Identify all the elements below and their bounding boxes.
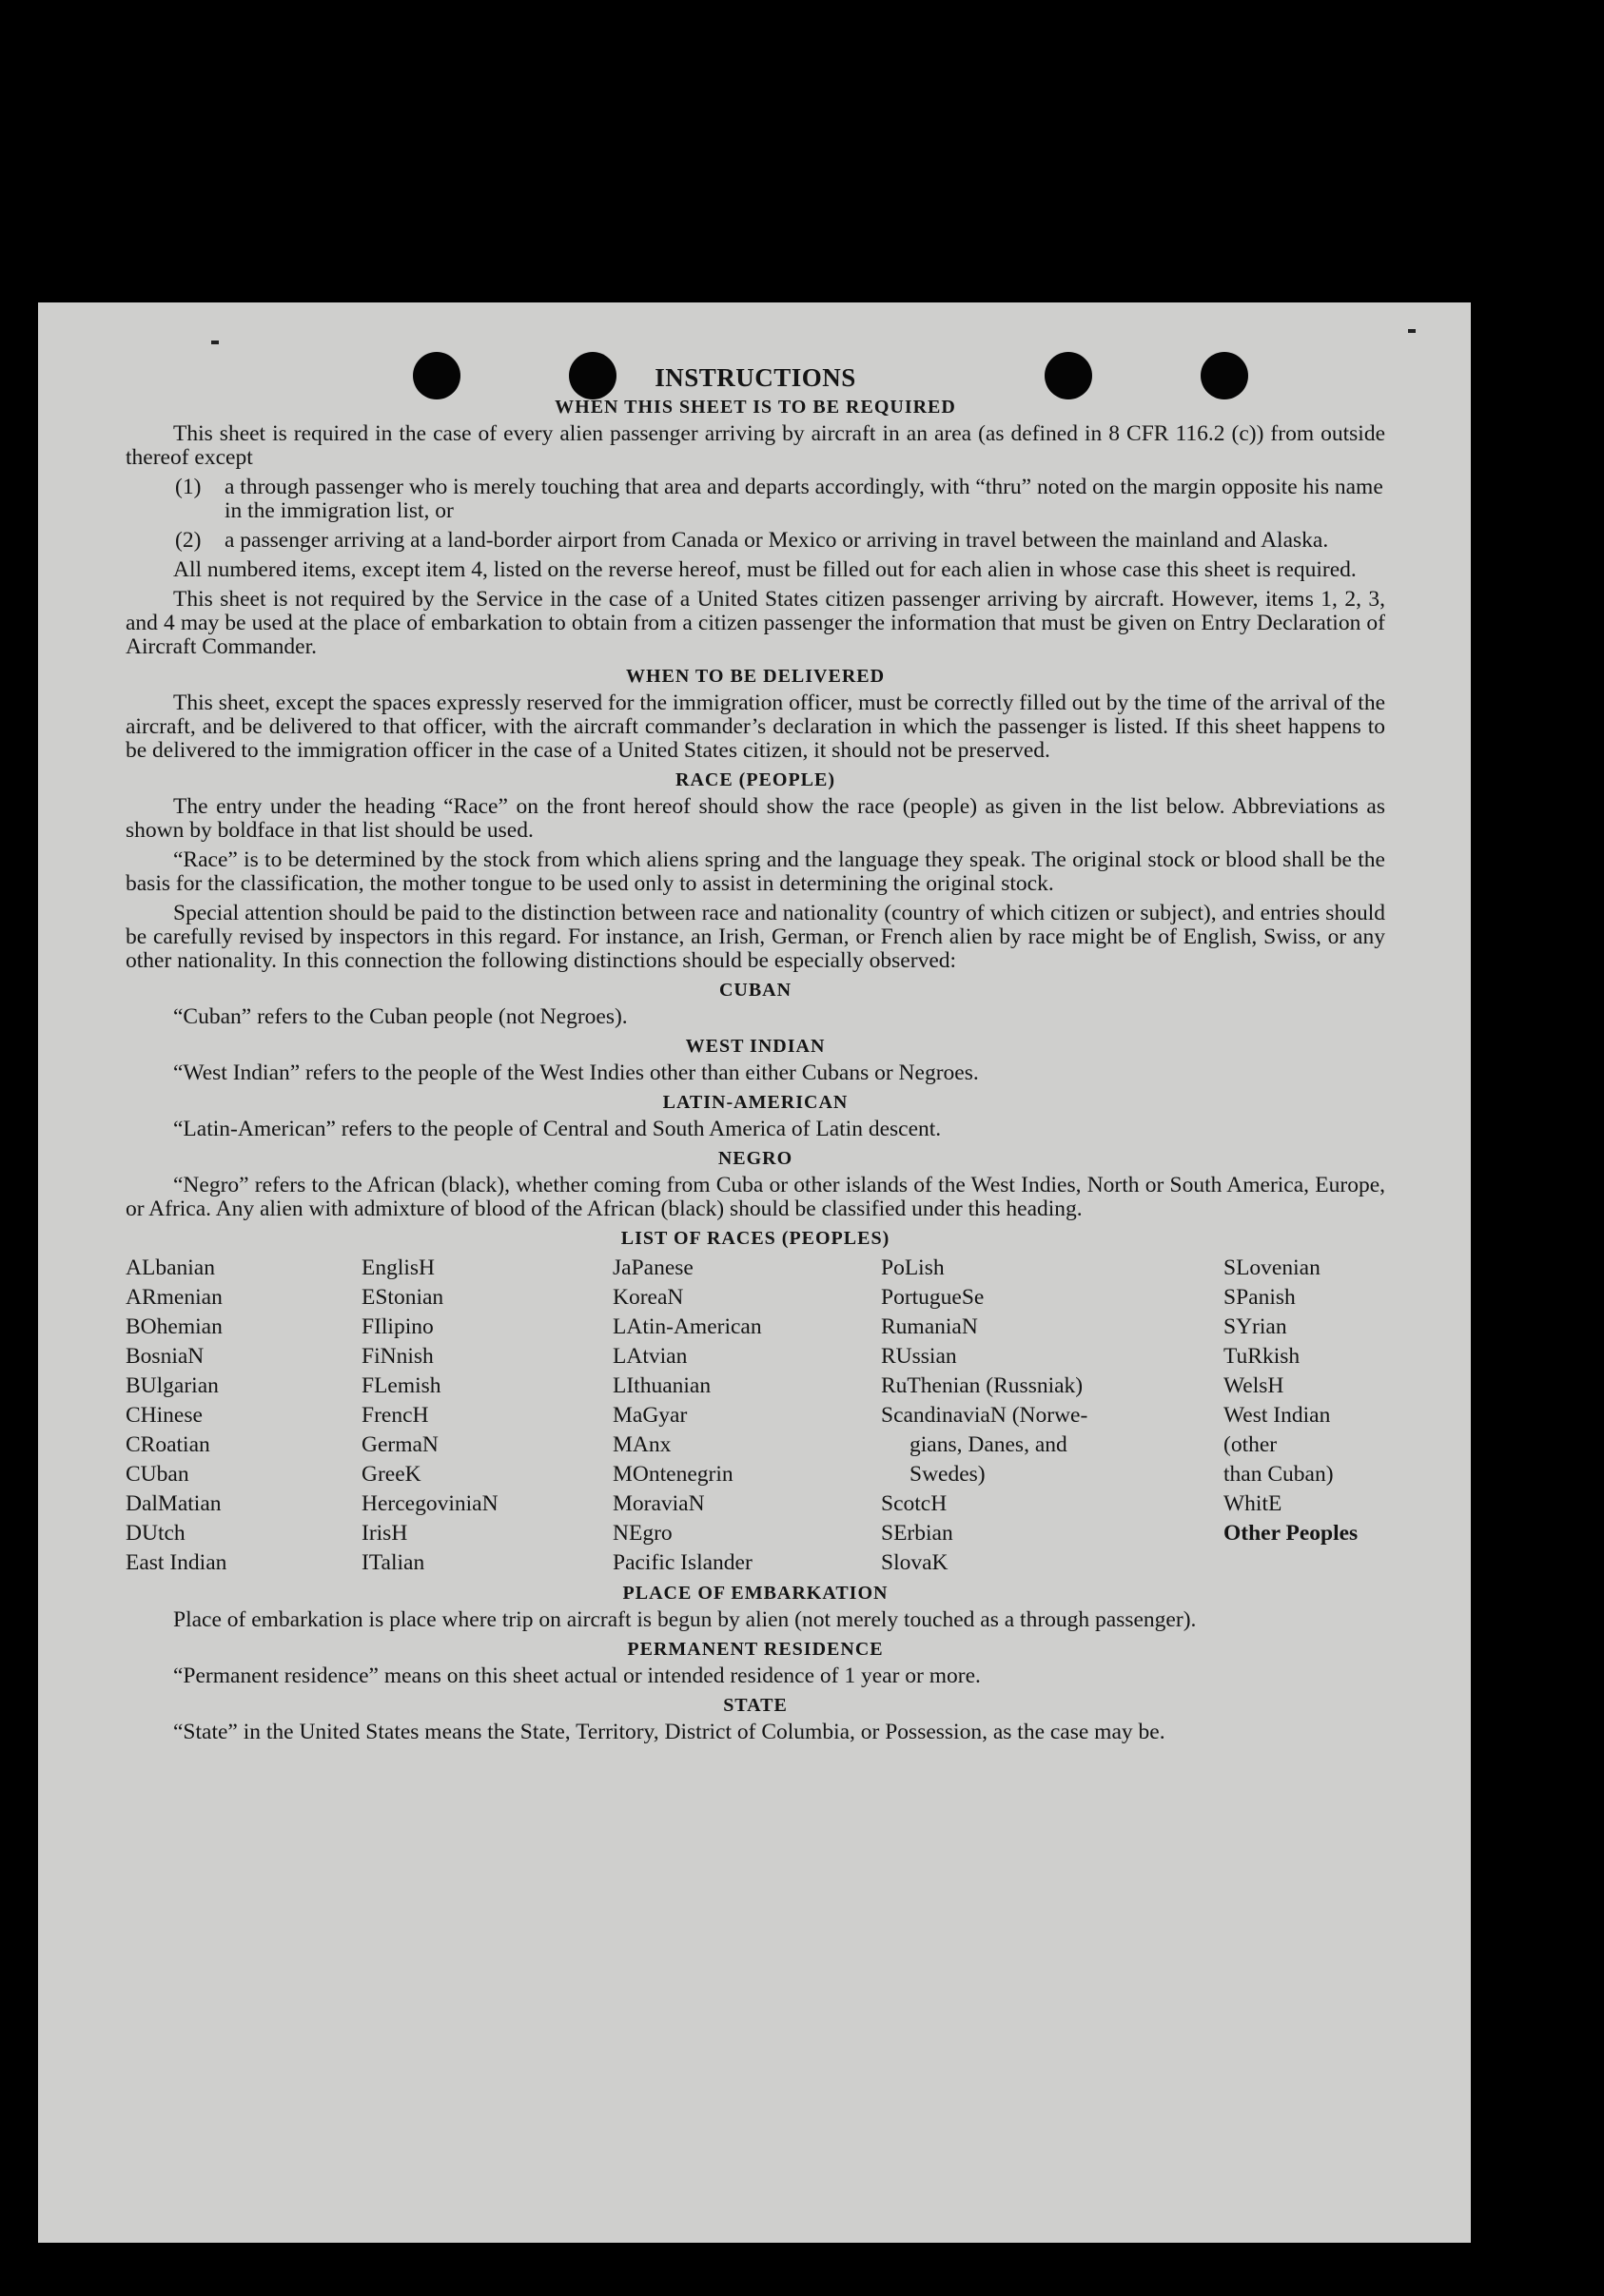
- paragraph: This sheet, except the spaces expressly reserved for the immigration officer, must be correctly filled out by the time of the arrival of the aircraft, and be delivered to that officer, with the aircraft commander’s declaration in which the passenger is listed. If this sheet happens to be delivered to the immigration officer in the case of a United States citizen, it should not be preserved.: [126, 691, 1385, 763]
- races-column-3: [613, 1254, 881, 1578]
- section-heading-race: RACE (PEOPLE): [675, 769, 835, 790]
- race-entry: CRoatian: [126, 1432, 210, 1457]
- race-entry: WelsH: [1223, 1373, 1284, 1398]
- race-entry: CHinese: [126, 1403, 203, 1428]
- instructions-content: [126, 363, 1385, 1750]
- race-entry: BOhemian: [126, 1314, 223, 1339]
- races-list: [126, 1254, 1385, 1578]
- race-entry: MaGyar: [613, 1403, 688, 1428]
- race-entry: DalMatian: [126, 1491, 222, 1516]
- section-heading-west-indian: WEST INDIAN: [685, 1036, 826, 1057]
- race-entry: SPanish: [1223, 1285, 1296, 1310]
- instruction-sheet: [38, 302, 1471, 2243]
- item-text: a through passenger who is merely touching that area and departs accordingly, with “thru” noted on the margin opposite his name in the immigration list, or: [225, 475, 1383, 523]
- list-item: [126, 476, 1385, 523]
- race-entry: Pacific Islander: [613, 1550, 753, 1575]
- section-heading-embarkation: PLACE OF EMBARKATION: [622, 1583, 889, 1604]
- paragraph: “Negro” refers to the African (black), whether coming from Cuba or other islands of the West Indies, North or South America, Europe, or Africa. Any alien with admixture of blood of the African (black) should be classified under this heading.: [126, 1173, 1385, 1221]
- race-entry: SlovaK: [881, 1550, 949, 1575]
- paragraph: This sheet is required in the case of every alien passenger arriving by aircraft in an area (as defined in 8 CFR 116.2 (c)) from outside thereof except: [126, 421, 1385, 470]
- race-entry: FLemish: [362, 1373, 441, 1398]
- list-item: [126, 529, 1385, 553]
- race-entry: FIlipino: [362, 1314, 434, 1339]
- item-number: (2): [175, 528, 202, 553]
- race-entry: EnglisH: [362, 1255, 436, 1280]
- race-entry: LAtvian: [613, 1344, 688, 1369]
- paragraph: “Race” is to be determined by the stock from which aliens spring and the language they speak. The original stock or blood shall be the basis for the classification, the mother tongue to be used only to assist in determining the original stock.: [126, 847, 1385, 896]
- race-entry: ITalian: [362, 1550, 425, 1575]
- race-entry: BUlgarian: [126, 1373, 219, 1398]
- paragraph: “Latin-American” refers to the people of Central and South America of Latin descent.: [173, 1117, 942, 1141]
- paragraph: The entry under the heading “Race” on the front hereof should show the race (people) as given in the list below. Abbreviations as shown by boldface in that list should be used.: [126, 794, 1385, 843]
- race-entry: SYrian: [1223, 1314, 1287, 1339]
- scan-mark: [1408, 329, 1416, 333]
- section-heading-when-delivered: WHEN TO BE DELIVERED: [625, 666, 886, 687]
- race-entry: MoraviaN: [613, 1491, 705, 1516]
- race-entry: EStonian: [362, 1285, 444, 1310]
- race-entry: West Indian (other: [1223, 1403, 1331, 1457]
- race-entry: WhitE: [1223, 1491, 1282, 1516]
- race-entry: FiNnish: [362, 1344, 434, 1369]
- section-heading-state: STATE: [723, 1695, 788, 1716]
- race-entry: gians, Danes, and: [910, 1432, 1067, 1457]
- scan-mark: [211, 341, 219, 344]
- item-number: (1): [175, 475, 202, 499]
- paragraph: “Permanent residence” means on this sheet actual or intended residence of 1 year or more.: [173, 1664, 981, 1688]
- race-entry: NEgro: [613, 1521, 673, 1546]
- race-entry: RUssian: [881, 1344, 957, 1369]
- race-entry: SErbian: [881, 1521, 953, 1546]
- section-heading-list-of-races: LIST OF RACES (PEOPLES): [620, 1228, 890, 1249]
- paragraph: “West Indian” refers to the people of the West Indies other than either Cubans or Negroes.: [173, 1060, 979, 1085]
- race-entry: East Indian: [126, 1550, 227, 1575]
- paragraph: Place of embarkation is place where trip on aircraft is begun by alien (not merely touched as a through passenger).: [173, 1607, 1197, 1632]
- race-entry: ALbanian: [126, 1255, 215, 1280]
- race-entry: HercegoviniaN: [362, 1491, 499, 1516]
- race-entry: CUban: [126, 1462, 189, 1487]
- page-title: INSTRUCTIONS: [655, 363, 856, 392]
- race-entry: SLovenian: [1223, 1255, 1320, 1280]
- race-entry: PoLish: [881, 1255, 945, 1280]
- race-entry: RuThenian (Russniak): [881, 1373, 1084, 1398]
- race-entry: LAtin-American: [613, 1314, 762, 1339]
- race-entry: than Cuban): [1223, 1462, 1334, 1487]
- races-column-4: [881, 1254, 1223, 1578]
- paragraph: “State” in the United States means the State, Territory, District of Columbia, or Possession, as the case may be.: [173, 1720, 1165, 1744]
- race-entry: MOntenegrin: [613, 1462, 734, 1487]
- section-heading-when-required: WHEN THIS SHEET IS TO BE REQUIRED: [555, 397, 956, 418]
- race-entry: FrencH: [362, 1403, 429, 1428]
- paragraph: All numbered items, except item 4, listed on the reverse hereof, must be filled out for each alien in whose case this sheet is required.: [173, 557, 1357, 582]
- race-entry: ARmenian: [126, 1285, 223, 1310]
- races-column-2: [362, 1254, 613, 1578]
- section-heading-negro: NEGRO: [717, 1148, 793, 1169]
- race-entry: Swedes): [910, 1462, 986, 1487]
- section-heading-latin-american: LATIN-AMERICAN: [662, 1092, 849, 1113]
- race-entry: ScandinaviaN (Norwe-: [881, 1403, 1088, 1428]
- race-entry: TuRkish: [1223, 1344, 1301, 1369]
- race-entry: RumaniaN: [881, 1314, 978, 1339]
- race-entry: ScotcH: [881, 1491, 948, 1516]
- race-entry: GermaN: [362, 1432, 439, 1457]
- race-entry: KoreaN: [613, 1285, 684, 1310]
- race-entry: BosniaN: [126, 1344, 205, 1369]
- races-column-5: [1223, 1254, 1385, 1578]
- race-entry: DUtch: [126, 1521, 186, 1546]
- section-heading-cuban: CUBAN: [718, 980, 792, 1001]
- paragraph: This sheet is not required by the Service in the case of a United States citizen passenger arriving by aircraft. However, items 1, 2, 3, and 4 may be used at the place of embarkation to obtain from a citizen passenger the information that must be given on Entry Declaration of Aircraft Commander.: [126, 587, 1385, 659]
- race-entry: IrisH: [362, 1521, 408, 1546]
- race-entry: Other Peoples: [1223, 1521, 1359, 1546]
- races-column-1: [126, 1254, 362, 1578]
- section-heading-permanent-residence: PERMANENT RESIDENCE: [627, 1639, 884, 1660]
- race-entry: MAnx: [613, 1432, 672, 1457]
- race-entry: LIthuanian: [613, 1373, 712, 1398]
- race-entry: JaPanese: [613, 1255, 694, 1280]
- race-entry: PortugueSe: [881, 1285, 985, 1310]
- item-text: a passenger arriving at a land-border airport from Canada or Mexico or arriving in travel between the mainland and Alaska.: [225, 528, 1329, 553]
- paragraph: “Cuban” refers to the Cuban people (not Negroes).: [173, 1004, 628, 1029]
- race-entry: GreeK: [362, 1462, 421, 1487]
- paragraph: Special attention should be paid to the distinction between race and nationality (country of which citizen or subject), and entries should be carefully revised by inspectors in this regard. For instance, an Irish, German, or French alien by race might be of English, Swiss, or any other nationality. In this connection the following distinctions should be especially observed:: [126, 901, 1385, 973]
